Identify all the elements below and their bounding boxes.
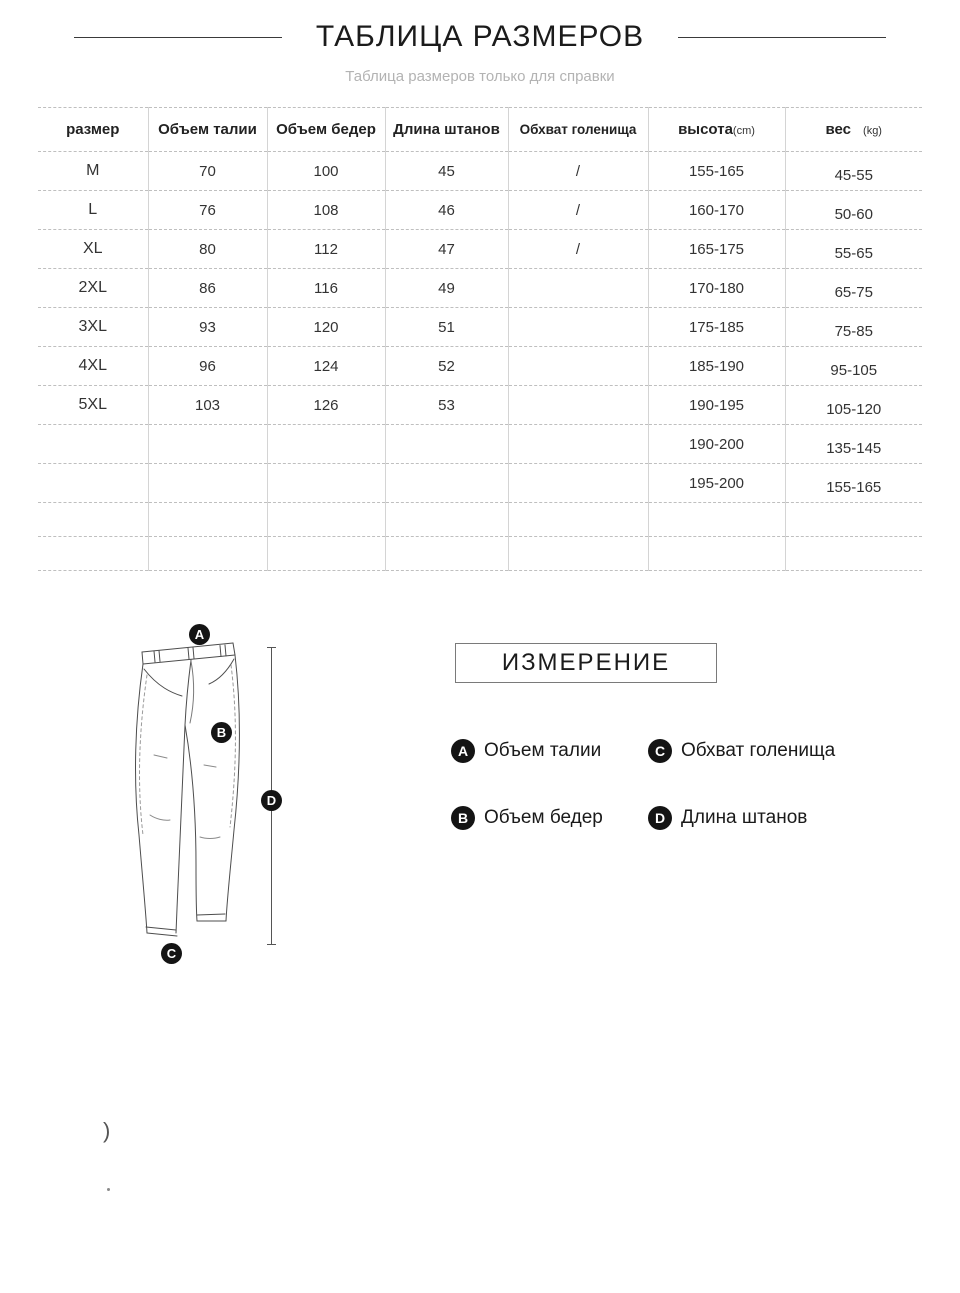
cell-waist: 103 xyxy=(148,386,267,425)
marker-d: D xyxy=(261,790,282,811)
cell-weight-value: 105-120 xyxy=(826,400,882,418)
cell-weight xyxy=(785,269,922,308)
cell-height: 190-200 xyxy=(648,425,785,464)
cell-height: 175-185 xyxy=(648,308,785,347)
title-rule-left xyxy=(74,37,282,38)
col-header-waist: Объем талии xyxy=(148,108,267,152)
cell-size xyxy=(38,503,148,537)
cell-height: 185-190 xyxy=(648,347,785,386)
legend-label-shin: Обхват голенища xyxy=(681,740,836,761)
cell-hips: 124 xyxy=(267,347,385,386)
measurement-title-box xyxy=(455,643,717,683)
pants-sketch xyxy=(130,635,268,947)
legend-key-a: A xyxy=(451,739,475,763)
col-header-height-unit: (cm) xyxy=(732,125,755,137)
cell-height xyxy=(648,537,785,571)
table-row xyxy=(38,152,922,191)
stray-paren-mark: ) xyxy=(103,1118,111,1143)
col-header-weight xyxy=(785,108,922,152)
measurement-title: ИЗМЕРЕНИЕ xyxy=(501,649,671,676)
size-table xyxy=(38,107,922,571)
cell-weight xyxy=(785,425,922,464)
legend-item-waist xyxy=(451,739,601,763)
cell-size xyxy=(38,537,148,571)
col-header-weight-label: вес xyxy=(825,121,852,138)
cell-weight-value: 50-60 xyxy=(834,205,873,223)
cell-weight xyxy=(785,230,922,269)
cell-hips xyxy=(267,425,385,464)
cell-height: 195-200 xyxy=(648,464,785,503)
cell-waist: 96 xyxy=(148,347,267,386)
cell-waist xyxy=(148,503,267,537)
legend-item-shin xyxy=(648,739,835,763)
cell-size: 5XL xyxy=(38,386,148,425)
cell-length: 51 xyxy=(385,308,508,347)
marker-b: B xyxy=(211,722,232,743)
page-subtitle: Таблица размеров только для справки xyxy=(345,68,615,85)
cell-weight-value: 55-65 xyxy=(834,244,873,262)
cell-length: 52 xyxy=(385,347,508,386)
table-header-row xyxy=(38,108,922,152)
cell-size xyxy=(38,464,148,503)
cell-weight xyxy=(785,503,922,537)
cell-size xyxy=(38,425,148,464)
cell-shin xyxy=(508,269,648,308)
col-header-size: размер xyxy=(38,108,148,152)
legend-key-c: C xyxy=(648,739,672,763)
cell-waist: 86 xyxy=(148,269,267,308)
table-row xyxy=(38,308,922,347)
cell-length: 53 xyxy=(385,386,508,425)
cell-shin: / xyxy=(508,152,648,191)
legend-label-waist: Объем талии xyxy=(484,740,602,761)
cell-shin: / xyxy=(508,191,648,230)
col-header-hips: Объем бедер xyxy=(267,108,385,152)
table-row xyxy=(38,347,922,386)
col-header-height-label: высота xyxy=(678,121,733,138)
measurement-section xyxy=(0,621,960,1041)
cell-waist: 80 xyxy=(148,230,267,269)
legend-key-b: B xyxy=(451,806,475,830)
cell-waist xyxy=(148,425,267,464)
cell-length: 46 xyxy=(385,191,508,230)
cell-hips: 112 xyxy=(267,230,385,269)
col-header-weight-unit: (kg) xyxy=(863,125,882,137)
cell-waist xyxy=(148,537,267,571)
table-row xyxy=(38,386,922,425)
cell-weight-value: 45-55 xyxy=(834,166,873,184)
table-row xyxy=(38,464,922,503)
cell-weight xyxy=(785,347,922,386)
cell-length xyxy=(385,537,508,571)
cell-size: M xyxy=(38,152,148,191)
legend-label-hips: Объем бедер xyxy=(484,807,603,828)
legend-label-length: Длина штанов xyxy=(681,807,808,828)
table-row xyxy=(38,191,922,230)
cell-height: 170-180 xyxy=(648,269,785,308)
cell-length xyxy=(385,464,508,503)
cell-weight-value: 65-75 xyxy=(834,283,873,301)
cell-weight xyxy=(785,464,922,503)
title-rule-right xyxy=(678,37,886,38)
legend-key-d: D xyxy=(648,806,672,830)
cell-length: 49 xyxy=(385,269,508,308)
cell-shin xyxy=(508,537,648,571)
page-header xyxy=(0,0,960,54)
table-row xyxy=(38,503,922,537)
page-title: ТАБЛИЦА РАЗМЕРОВ xyxy=(315,20,645,53)
marker-a: A xyxy=(189,624,210,645)
cell-height: 190-195 xyxy=(648,386,785,425)
cell-hips xyxy=(267,464,385,503)
cell-hips xyxy=(267,503,385,537)
cell-hips: 108 xyxy=(267,191,385,230)
cell-weight xyxy=(785,386,922,425)
cell-waist: 76 xyxy=(148,191,267,230)
table-row xyxy=(38,425,922,464)
cell-shin: / xyxy=(508,230,648,269)
cell-waist: 93 xyxy=(148,308,267,347)
cell-length xyxy=(385,503,508,537)
col-header-length: Длина штанов xyxy=(385,108,508,152)
cell-weight-value: 155-165 xyxy=(826,478,882,496)
legend-item-length xyxy=(648,806,807,830)
table-row xyxy=(38,230,922,269)
cell-weight-value: 135-145 xyxy=(826,439,882,457)
legend-item-hips xyxy=(451,806,603,830)
cell-height: 165-175 xyxy=(648,230,785,269)
cell-shin xyxy=(508,464,648,503)
cell-shin xyxy=(508,503,648,537)
cell-waist: 70 xyxy=(148,152,267,191)
cell-size: 4XL xyxy=(38,347,148,386)
cell-hips: 116 xyxy=(267,269,385,308)
col-header-shin: Обхват голенища xyxy=(508,108,648,152)
cell-height: 160-170 xyxy=(648,191,785,230)
cell-shin xyxy=(508,386,648,425)
cell-weight xyxy=(785,191,922,230)
cell-size: L xyxy=(38,191,148,230)
cell-size: XL xyxy=(38,230,148,269)
col-header-height xyxy=(648,108,785,152)
cell-weight xyxy=(785,152,922,191)
table-row xyxy=(38,269,922,308)
marker-c: C xyxy=(161,943,182,964)
cell-weight-value: 75-85 xyxy=(834,322,873,340)
cell-height: 155-165 xyxy=(648,152,785,191)
stray-dot-mark xyxy=(107,1188,110,1191)
cell-hips: 120 xyxy=(267,308,385,347)
cell-hips xyxy=(267,537,385,571)
cell-shin xyxy=(508,347,648,386)
cell-length: 47 xyxy=(385,230,508,269)
table-row xyxy=(38,537,922,571)
cell-hips: 126 xyxy=(267,386,385,425)
cell-size: 2XL xyxy=(38,269,148,308)
cell-hips: 100 xyxy=(267,152,385,191)
cell-shin xyxy=(508,308,648,347)
cell-height xyxy=(648,503,785,537)
cell-weight xyxy=(785,537,922,571)
cell-size: 3XL xyxy=(38,308,148,347)
cell-waist xyxy=(148,464,267,503)
cell-weight-value: 95-105 xyxy=(830,361,878,379)
cell-shin xyxy=(508,425,648,464)
cell-length: 45 xyxy=(385,152,508,191)
cell-weight xyxy=(785,308,922,347)
cell-length xyxy=(385,425,508,464)
